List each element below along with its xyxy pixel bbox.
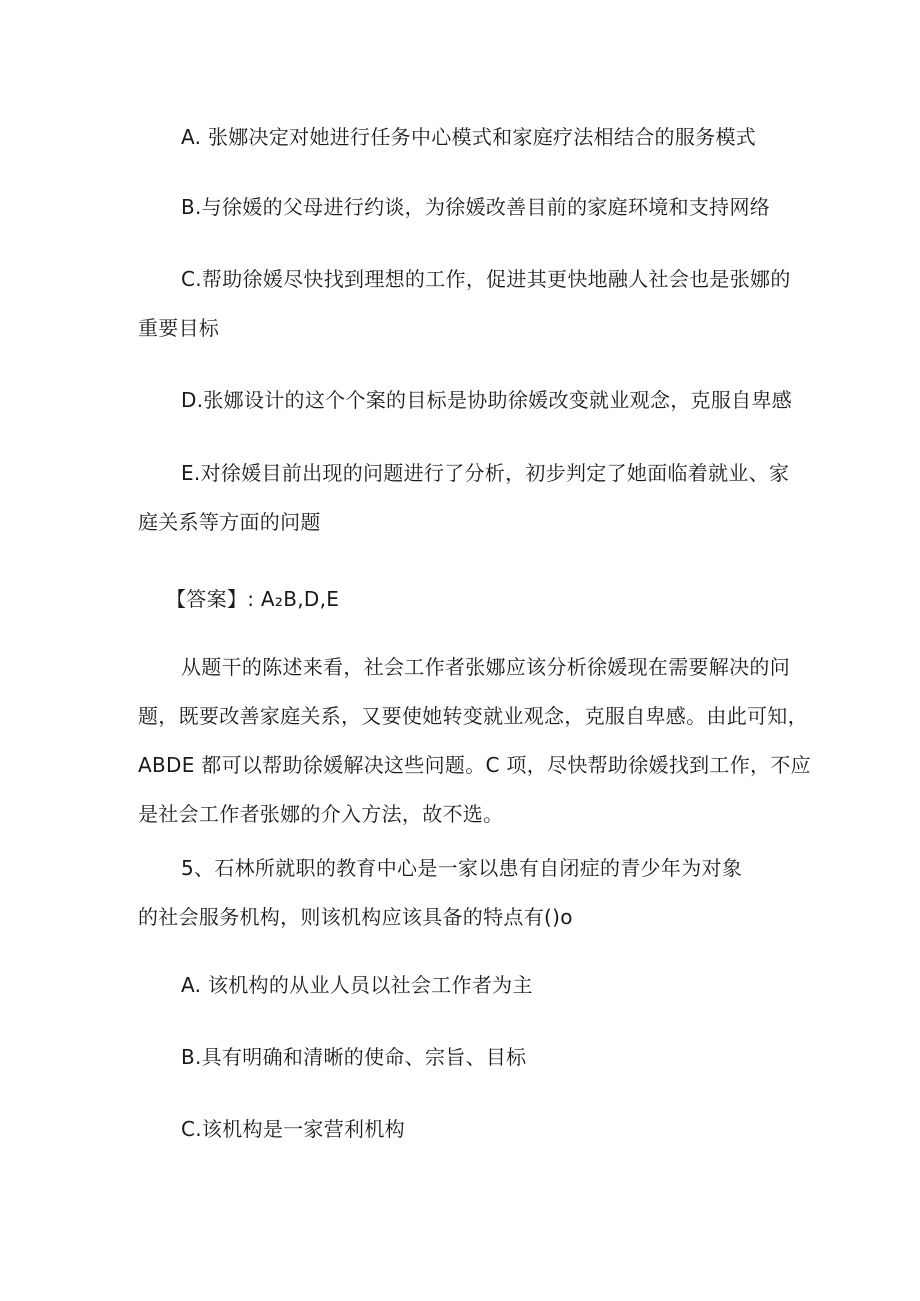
q4-explanation-line3: ABDE 都可以帮助徐媛解决这些问题。C 项，尽快帮助徐媛找到工作，不应 — [138, 753, 811, 777]
q4-answer: 【答案】: A₂B,D,E — [166, 587, 340, 611]
q4-option-c-line1: C.帮助徐媛尽快找到理想的工作，促进其更快地融人社会也是张娜的 — [181, 267, 791, 291]
q4-option-b: B.与徐媛的父母进行约谈，为徐媛改善目前的家庭环境和支持网络 — [181, 195, 771, 219]
q4-explanation-line4: 是社会工作者张娜的介入方法，故不选。 — [138, 802, 504, 826]
q5-stem-line1: 5、石林所就职的教育中心是一家以患有自闭症的青少年为对象 — [181, 856, 743, 880]
q5-option-a: A. 该机构的从业人员以社会工作者为主 — [181, 973, 533, 997]
q4-option-a: A. 张娜决定对她进行任务中心模式和家庭疗法相结合的服务模式 — [181, 125, 757, 149]
q4-option-d: D.张娜设计的这个个案的目标是协助徐媛改变就业观念，克服自卑感 — [181, 388, 793, 412]
q5-stem-line2: 的社会服务机构，则该机构应该具备的特点有()o — [138, 905, 573, 929]
q4-option-c-line2: 重要目标 — [138, 316, 220, 340]
q4-explanation-line2: 题，既要改善家庭关系，又要使她转变就业观念，克服自卑感。由此可知， — [138, 704, 808, 728]
q4-explanation-line1: 从题干的陈述来看，社会工作者张娜应该分析徐媛现在需要解决的问 — [181, 655, 790, 679]
q4-option-e-line2: 庭关系等方面的问题 — [138, 510, 321, 534]
q5-option-b: B.具有明确和清晰的使命、宗旨、目标 — [181, 1045, 527, 1069]
q5-option-c: C.该机构是一家营利机构 — [181, 1117, 405, 1141]
q4-option-e-line1: E.对徐媛目前出现的问题进行了分析，初步判定了她面临着就业、家 — [181, 461, 790, 485]
